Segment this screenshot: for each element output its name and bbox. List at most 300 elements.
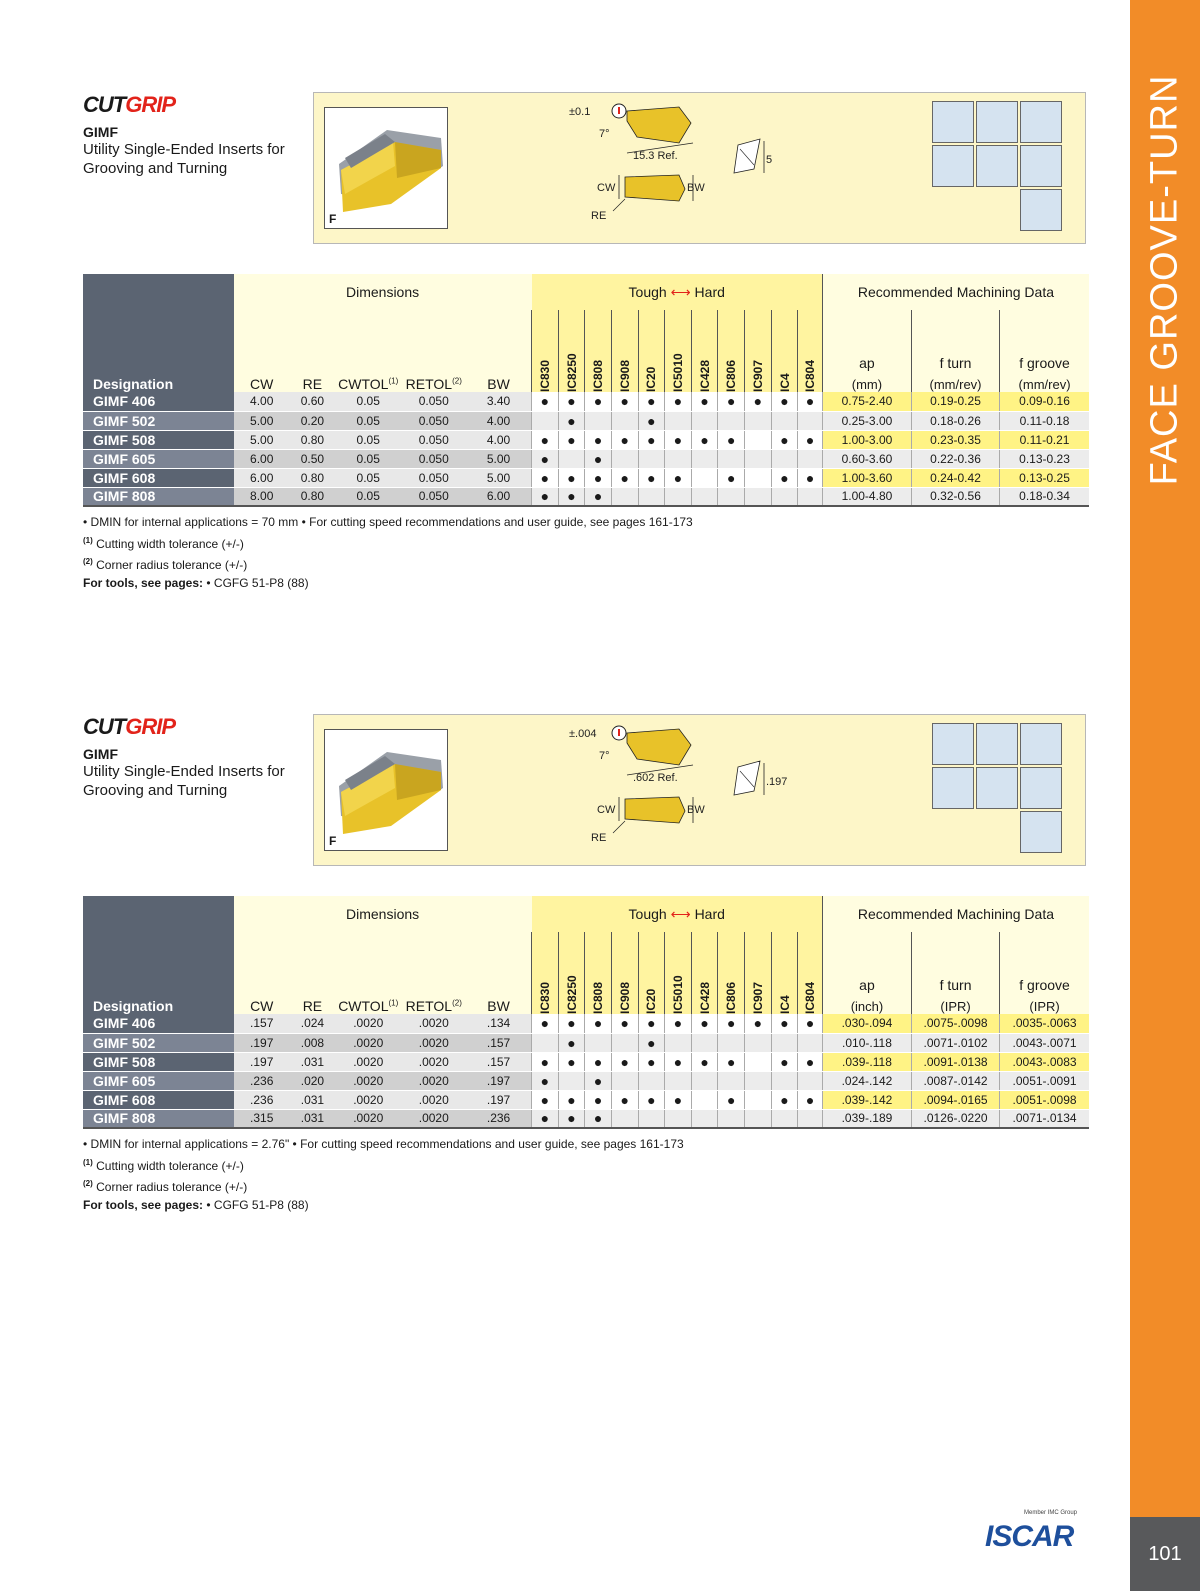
cw-cell: .197 — [234, 1052, 290, 1071]
grade-availability-cell: ● — [665, 1052, 692, 1071]
grade-availability-cell: ● — [771, 430, 798, 449]
ap-cell: .039-.189 — [822, 1109, 911, 1128]
grade-availability-cell — [691, 449, 718, 468]
spec-table — [83, 874, 1089, 1129]
cw-cell: 5.00 — [234, 430, 290, 449]
grade-availability-cell — [691, 411, 718, 430]
retol-cell: .0020 — [402, 1090, 467, 1109]
grade-availability-cell — [771, 449, 798, 468]
designation-cell: GIMF 608 — [83, 1090, 234, 1109]
svg-text:±.004: ±.004 — [569, 728, 597, 740]
grade-availability-cell — [638, 1109, 665, 1128]
insert-form-label: F — [329, 212, 337, 226]
fturn-cell: 0.18-0.26 — [911, 411, 999, 430]
retol-cell: 0.050 — [402, 487, 467, 506]
designation-header: Designation — [83, 310, 234, 392]
grade-availability-cell — [665, 1071, 692, 1090]
fturn-cell: 0.32-0.56 — [911, 487, 999, 506]
footnote-1: $^{(1)}$ Cutting width tolerance (+/-) — [83, 1157, 244, 1173]
grade-header: IC808 — [585, 310, 612, 392]
fgroove-cell: 0.13-0.25 — [1000, 468, 1089, 487]
retol-cell: .0020 — [402, 1071, 467, 1090]
grade-availability-cell — [691, 1090, 718, 1109]
dmin-note: • DMIN for internal applications = 2.76" • For cutting speed recommendations and user guide, see pages 161-173 — [83, 1137, 684, 1151]
recommended-header: Recommended Machining Data — [822, 274, 1089, 310]
re-cell: .008 — [290, 1033, 335, 1052]
fgroove-cell: .0043-.0083 — [1000, 1052, 1089, 1071]
retol-cell: .0020 — [402, 1033, 467, 1052]
ap-cell: 1.00-3.60 — [822, 468, 911, 487]
cw-cell: 6.00 — [234, 468, 290, 487]
grade-availability-cell: ● — [718, 1014, 745, 1033]
application-icons — [932, 101, 1064, 237]
grade-availability-cell: ● — [691, 1052, 718, 1071]
internal-groove-icon — [1020, 101, 1062, 143]
grade-availability-cell: ● — [585, 468, 612, 487]
grade-availability-cell: ● — [798, 430, 823, 449]
re-cell: .031 — [290, 1090, 335, 1109]
grade-availability-cell: ● — [585, 392, 612, 411]
re-cell: 0.80 — [290, 487, 335, 506]
grade-availability-cell — [798, 487, 823, 506]
retol-cell: 0.050 — [402, 449, 467, 468]
grade-availability-cell: ● — [558, 1014, 585, 1033]
designation-cell: GIMF 406 — [83, 1014, 234, 1033]
grade-availability-cell: ● — [771, 1090, 798, 1109]
bw-cell: 6.00 — [466, 487, 532, 506]
product-code: GIMF — [83, 746, 118, 762]
grade-availability-cell — [611, 1071, 638, 1090]
grade-availability-cell — [745, 1109, 772, 1128]
bw-cell: .197 — [466, 1071, 532, 1090]
column-headers: Designation CW RE CWTOL$^{(1)}$ RETOL$^{(2)}$ BW IC830 IC8250 IC808 IC908 IC20 IC5010 IC428 IC806 IC907 IC4 IC804 ap (inch) f turn (IPR) f groove (IPR) — [83, 932, 1089, 1014]
cwtol-cell: 0.05 — [335, 487, 402, 506]
retol-cell: 0.050 — [402, 430, 467, 449]
table-row — [83, 392, 1089, 411]
svg-text:RE: RE — [591, 832, 607, 844]
grade-availability-cell: ● — [718, 392, 745, 411]
footnote-2: $^{(2)}$ Corner radius tolerance (+/-) — [83, 557, 248, 572]
grade-header: IC5010 — [665, 310, 692, 392]
cw-cell: .197 — [234, 1033, 290, 1052]
grade-availability-cell — [585, 1033, 612, 1052]
grade-availability-cell: ● — [558, 1052, 585, 1071]
table-row — [83, 449, 1089, 468]
profiling-icon — [976, 767, 1018, 809]
table-row — [83, 487, 1089, 506]
designation-cell: GIMF 605 — [83, 449, 234, 468]
grade-availability-cell: ● — [611, 1052, 638, 1071]
grade-availability-cell — [771, 411, 798, 430]
fgroove-cell: 0.11-0.21 — [1000, 430, 1089, 449]
fgroove-cell: .0071-.0134 — [1000, 1109, 1089, 1128]
retol-cell: 0.050 — [402, 392, 467, 411]
grade-availability-cell: ● — [718, 468, 745, 487]
fturn-cell: 0.23-0.35 — [911, 430, 999, 449]
grade-availability-cell: ● — [718, 430, 745, 449]
fturn-header: f turn (IPR) — [912, 932, 1000, 1014]
bw-cell: .236 — [466, 1109, 532, 1128]
svg-text:5: 5 — [766, 154, 773, 166]
grade-availability-cell: ● — [611, 1014, 638, 1033]
product-code: GIMF — [83, 124, 118, 140]
grade-availability-cell: ● — [558, 411, 585, 430]
grade-availability-cell — [771, 1033, 798, 1052]
svg-text:.197: .197 — [766, 776, 788, 788]
grade-header: IC806 — [718, 932, 745, 1014]
grade-availability-cell — [638, 449, 665, 468]
dimensions-header: Dimensions — [234, 274, 532, 310]
grade-availability-cell: ● — [771, 1052, 798, 1071]
cwtol-cell: 0.05 — [335, 468, 402, 487]
ap-cell: .010-.118 — [822, 1033, 911, 1052]
grade-availability-cell — [718, 487, 745, 506]
grade-availability-cell — [691, 1109, 718, 1128]
grade-availability-cell: ● — [798, 1090, 823, 1109]
fturn-cell: 0.24-0.42 — [911, 468, 999, 487]
ap-cell: 0.60-3.60 — [822, 449, 911, 468]
grade-availability-cell: ● — [585, 487, 612, 506]
footnote-1: $^{(1)}$ Cutting width tolerance (+/-) — [83, 535, 244, 551]
grade-availability-cell: ● — [532, 1109, 559, 1128]
grade-availability-cell — [798, 1109, 823, 1128]
grade-header: IC428 — [691, 310, 718, 392]
grade-availability-cell: ● — [665, 1014, 692, 1033]
grade-availability-cell: ● — [532, 1052, 559, 1071]
table-row — [83, 1033, 1089, 1052]
grooving-icon — [976, 101, 1018, 143]
grade-availability-cell: ● — [532, 449, 559, 468]
grade-header: IC428 — [691, 932, 718, 1014]
grade-availability-cell: ● — [585, 449, 612, 468]
grade-availability-cell: ● — [585, 1109, 612, 1128]
footnote-2: $^{(2)}$ Corner radius tolerance (+/-) — [83, 1179, 248, 1194]
fturn-cell: .0094-.0165 — [912, 1090, 1000, 1109]
grade-availability-cell: ● — [638, 468, 665, 487]
ap-cell: 1.00-3.00 — [822, 430, 911, 449]
grade-availability-cell: ● — [558, 1033, 585, 1052]
grade-availability-cell: ● — [532, 430, 559, 449]
cwtol-cell: 0.05 — [335, 411, 402, 430]
cw-cell: .157 — [234, 1014, 290, 1033]
svg-text:BW: BW — [687, 804, 705, 816]
bw-cell: 4.00 — [466, 430, 532, 449]
grade-availability-cell — [611, 449, 638, 468]
grade-availability-cell — [665, 1033, 692, 1052]
grade-availability-cell: ● — [532, 468, 559, 487]
retol-cell: 0.050 — [402, 411, 467, 430]
retol-cell: .0020 — [402, 1052, 467, 1071]
grade-header: IC907 — [745, 932, 772, 1014]
cw-cell: 6.00 — [234, 449, 290, 468]
product-description: Utility Single-Ended Inserts for Grooving and Turning — [83, 763, 285, 799]
face-groove-icon — [932, 723, 974, 765]
unit-band: METRIC — [445, 254, 767, 272]
grade-header: IC4 — [771, 932, 798, 1014]
grade-availability-cell — [691, 487, 718, 506]
insert-photo — [324, 107, 448, 229]
svg-text:7°: 7° — [599, 128, 610, 140]
ap-header: ap (inch) — [822, 932, 911, 1014]
grade-availability-cell: ● — [532, 392, 559, 411]
grade-availability-cell: ● — [611, 468, 638, 487]
grade-header: IC907 — [745, 310, 772, 392]
svg-text:BW: BW — [687, 182, 705, 194]
designation-cell: GIMF 508 — [83, 1052, 234, 1071]
table-row — [83, 1071, 1089, 1090]
sidebar-title: FACE GROOVE-TURN — [1143, 74, 1186, 486]
insert-form-label: F — [329, 834, 337, 848]
product-info-box — [313, 92, 1086, 244]
grade-availability-cell — [611, 487, 638, 506]
grade-header: IC804 — [798, 310, 823, 392]
grade-availability-cell — [665, 487, 692, 506]
grade-availability-cell: ● — [611, 430, 638, 449]
dmin-note: • DMIN for internal applications = 70 mm • For cutting speed recommendations and user guide, see pages 161-173 — [83, 515, 693, 529]
grade-availability-cell: ● — [718, 1052, 745, 1071]
designation-cell: GIMF 508 — [83, 430, 234, 449]
side-view-drawing — [724, 751, 794, 821]
grade-header: IC808 — [585, 932, 612, 1014]
grade-availability-cell: ● — [638, 1014, 665, 1033]
grade-availability-cell — [532, 411, 559, 430]
cwtol-cell: .0020 — [335, 1071, 402, 1090]
grade-availability-cell: ● — [532, 487, 559, 506]
recommended-header: Recommended Machining Data — [822, 896, 1089, 932]
internal-turning-icon — [1020, 767, 1062, 809]
grade-availability-cell — [665, 449, 692, 468]
face-turning-icon — [1020, 189, 1062, 231]
bw-cell: .197 — [466, 1090, 532, 1109]
turning-icon — [932, 767, 974, 809]
designation-header: Designation — [83, 932, 234, 1014]
grade-availability-cell: ● — [638, 1052, 665, 1071]
cwtol-cell: 0.05 — [335, 392, 402, 411]
fturn-cell: 0.19-0.25 — [911, 392, 999, 411]
cwtol-cell: 0.05 — [335, 430, 402, 449]
grade-availability-cell: ● — [745, 1014, 772, 1033]
grade-availability-cell: ● — [691, 392, 718, 411]
fgroove-cell: 0.11-0.18 — [1000, 411, 1089, 430]
grade-header: IC908 — [611, 932, 638, 1014]
grade-availability-cell: ● — [691, 430, 718, 449]
fturn-cell: .0075-.0098 — [912, 1014, 1000, 1033]
re-cell: .031 — [290, 1109, 335, 1128]
grade-availability-cell: ● — [771, 468, 798, 487]
grade-availability-cell: ● — [798, 1014, 823, 1033]
grade-availability-cell — [691, 1071, 718, 1090]
face-turning-icon — [1020, 811, 1062, 853]
dimensions-header: Dimensions — [234, 896, 532, 932]
grade-availability-cell: ● — [638, 430, 665, 449]
grade-header: IC20 — [638, 310, 665, 392]
ap-cell: 0.75-2.40 — [822, 392, 911, 411]
svg-text:±0.1: ±0.1 — [569, 106, 591, 118]
grade-header: IC5010 — [665, 932, 692, 1014]
grade-availability-cell: ● — [558, 1090, 585, 1109]
ap-cell: 1.00-4.80 — [822, 487, 911, 506]
grade-availability-cell: ● — [745, 392, 772, 411]
grade-availability-cell — [585, 411, 612, 430]
grade-availability-cell — [718, 1033, 745, 1052]
designation-cell: GIMF 608 — [83, 468, 234, 487]
grade-availability-cell — [745, 449, 772, 468]
grade-availability-cell: ● — [638, 1033, 665, 1052]
grade-availability-cell: ● — [771, 392, 798, 411]
ap-cell: 0.25-3.00 — [822, 411, 911, 430]
ap-header: ap (mm) — [822, 310, 911, 392]
grade-availability-cell — [665, 411, 692, 430]
re-cell: 0.60 — [290, 392, 335, 411]
turning-icon — [932, 145, 974, 187]
grade-availability-cell: ● — [638, 392, 665, 411]
fturn-cell: .0071-.0102 — [912, 1033, 1000, 1052]
grade-availability-cell — [718, 449, 745, 468]
spec-table — [83, 252, 1089, 507]
grade-availability-cell: ● — [585, 1052, 612, 1071]
insert-photo — [324, 729, 448, 851]
designation-cell: GIMF 605 — [83, 1071, 234, 1090]
grade-availability-cell — [771, 1109, 798, 1128]
re-cell: 0.80 — [290, 430, 335, 449]
bw-cell: .157 — [466, 1052, 532, 1071]
designation-cell: GIMF 808 — [83, 1109, 234, 1128]
bw-cell: .157 — [466, 1033, 532, 1052]
internal-groove-icon — [1020, 723, 1062, 765]
grade-availability-cell: ● — [665, 392, 692, 411]
grade-availability-cell — [558, 1071, 585, 1090]
table-row — [83, 1052, 1089, 1071]
page-number: 101 — [1130, 1517, 1200, 1591]
grade-availability-cell — [638, 1071, 665, 1090]
grade-availability-cell: ● — [558, 430, 585, 449]
grade-availability-cell — [798, 411, 823, 430]
grade-availability-cell: ● — [585, 1071, 612, 1090]
grade-availability-cell: ● — [611, 392, 638, 411]
re-cell: .031 — [290, 1052, 335, 1071]
grade-availability-cell: ● — [558, 392, 585, 411]
grade-header: IC8250 — [558, 932, 585, 1014]
ap-cell: .039-.142 — [822, 1090, 911, 1109]
grade-availability-cell — [558, 449, 585, 468]
fgroove-cell: .0051-.0091 — [1000, 1071, 1089, 1090]
grade-availability-cell: ● — [798, 1052, 823, 1071]
grade-availability-cell: ● — [558, 468, 585, 487]
bw-cell: .134 — [466, 1014, 532, 1033]
grade-availability-cell — [532, 1033, 559, 1052]
grade-header: IC20 — [638, 932, 665, 1014]
grade-availability-cell: ● — [611, 1090, 638, 1109]
bw-cell: 4.00 — [466, 411, 532, 430]
grade-availability-cell: ● — [771, 1014, 798, 1033]
cw-cell: .315 — [234, 1109, 290, 1128]
grade-availability-cell: ● — [665, 468, 692, 487]
bw-cell: 5.00 — [466, 468, 532, 487]
svg-text:15.3 Ref.: 15.3 Ref. — [633, 150, 678, 162]
grade-availability-cell — [691, 468, 718, 487]
ap-cell: .024-.142 — [822, 1071, 911, 1090]
fgroove-cell: .0051-.0098 — [1000, 1090, 1089, 1109]
grade-header: IC908 — [611, 310, 638, 392]
grade-availability-cell — [638, 487, 665, 506]
re-cell: .020 — [290, 1071, 335, 1090]
grade-availability-cell — [745, 430, 772, 449]
table-row — [83, 468, 1089, 487]
grade-header: IC4 — [771, 310, 798, 392]
face-groove-icon — [932, 101, 974, 143]
fgroove-cell: 0.18-0.34 — [1000, 487, 1089, 506]
tools-reference: For tools, see pages: • CGFG 51-P8 (88) — [83, 575, 309, 590]
grade-header: IC830 — [532, 310, 559, 392]
retol-cell: .0020 — [402, 1014, 467, 1033]
footnotes — [83, 514, 693, 592]
iscar-logo: Member IMC Group ISCAR — [985, 1510, 1077, 1553]
grade-availability-cell — [745, 487, 772, 506]
application-icons — [932, 723, 1064, 859]
footnotes — [83, 1136, 684, 1214]
grade-availability-cell: ● — [798, 468, 823, 487]
grade-availability-cell — [745, 411, 772, 430]
grade-availability-cell — [771, 487, 798, 506]
re-cell: .024 — [290, 1014, 335, 1033]
cw-cell: .236 — [234, 1071, 290, 1090]
cwtol-cell: .0020 — [335, 1109, 402, 1128]
cw-cell: 5.00 — [234, 411, 290, 430]
grade-availability-cell: ● — [585, 1090, 612, 1109]
fturn-cell: .0087-.0142 — [912, 1071, 1000, 1090]
fgroove-header: f groove (IPR) — [1000, 932, 1089, 1014]
profiling-icon — [976, 145, 1018, 187]
product-info-box — [313, 714, 1086, 866]
grade-availability-cell — [745, 1071, 772, 1090]
re-cell: 0.20 — [290, 411, 335, 430]
svg-text:CW: CW — [597, 804, 616, 816]
grade-availability-cell — [691, 1033, 718, 1052]
grade-availability-cell — [798, 1033, 823, 1052]
fgroove-cell: 0.09-0.16 — [1000, 392, 1089, 411]
ap-cell: .030-.094 — [822, 1014, 911, 1033]
grade-availability-cell — [718, 411, 745, 430]
cw-cell: 4.00 — [234, 392, 290, 411]
designation-cell: GIMF 502 — [83, 411, 234, 430]
grade-availability-cell — [798, 449, 823, 468]
tools-reference: For tools, see pages: • CGFG 51-P8 (88) — [83, 1197, 309, 1212]
re-cell: 0.80 — [290, 468, 335, 487]
table-row — [83, 1109, 1089, 1128]
grade-availability-cell — [745, 1052, 772, 1071]
grade-availability-cell: ● — [558, 487, 585, 506]
re-cell: 0.50 — [290, 449, 335, 468]
grade-availability-cell: ● — [532, 1090, 559, 1109]
cwtol-cell: .0020 — [335, 1052, 402, 1071]
brand-logo: CUTGRIP — [83, 92, 176, 117]
cwtol-cell: .0020 — [335, 1014, 402, 1033]
table-row — [83, 1090, 1089, 1109]
product-description: Utility Single-Ended Inserts for Grooving and Turning — [83, 141, 285, 177]
fturn-header: f turn (mm/rev) — [911, 310, 999, 392]
fgroove-header: f groove (mm/rev) — [1000, 310, 1089, 392]
grade-header: IC830 — [532, 932, 559, 1014]
fturn-cell: .0126-.0220 — [912, 1109, 1000, 1128]
grade-availability-cell — [611, 411, 638, 430]
brand-logo: CUTGRIP — [83, 714, 176, 739]
grade-availability-cell: ● — [638, 1090, 665, 1109]
grade-availability-cell: ● — [585, 1014, 612, 1033]
table-row — [83, 430, 1089, 449]
cw-cell: .236 — [234, 1090, 290, 1109]
side-view-drawing — [724, 129, 794, 199]
grade-availability-cell: ● — [638, 411, 665, 430]
